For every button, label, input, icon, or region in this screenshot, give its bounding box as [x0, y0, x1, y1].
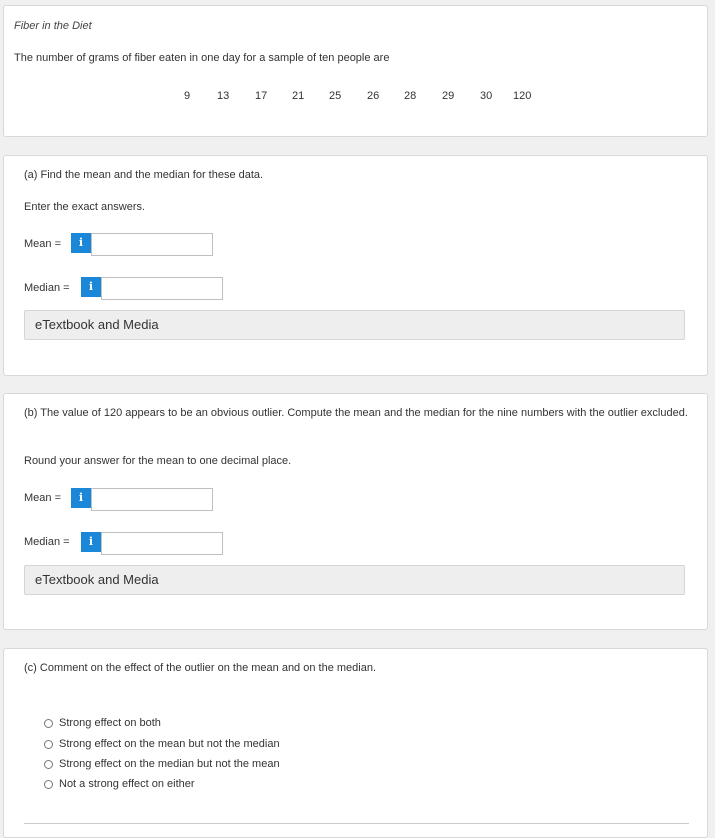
radio-option-label: Not a strong effect on either	[59, 778, 195, 790]
data-value: 13	[217, 90, 230, 102]
problem-title: Fiber in the Diet	[14, 20, 92, 32]
part-a-mean-label: Mean =	[24, 238, 61, 250]
info-icon[interactable]: i	[81, 277, 101, 297]
data-value: 25	[329, 90, 342, 102]
radio-button[interactable]	[44, 719, 53, 728]
radio-button[interactable]	[44, 780, 53, 789]
radio-option[interactable]	[44, 758, 280, 770]
part-c-question: (c) Comment on the effect of the outlier on the mean and on the median.	[24, 662, 377, 674]
part-a-card	[3, 155, 708, 376]
radio-option-label: Strong effect on the mean but not the median	[59, 738, 280, 750]
info-icon[interactable]: i	[81, 532, 101, 552]
data-value: 9	[184, 90, 191, 102]
part-a-instruction: Enter the exact answers.	[24, 201, 146, 213]
data-value: 29	[442, 90, 455, 102]
data-value: 28	[404, 90, 417, 102]
etextbook-media-button[interactable]: eTextbook and Media	[24, 310, 685, 340]
data-value: 120	[513, 90, 532, 102]
radio-button[interactable]	[44, 740, 53, 749]
radio-option[interactable]	[44, 717, 161, 729]
radio-option[interactable]	[44, 778, 195, 790]
radio-option[interactable]	[44, 738, 280, 750]
part-b-card	[3, 393, 708, 630]
part-b-median-input[interactable]	[101, 532, 223, 555]
problem-statement: The number of grams of fiber eaten in one day for a sample of ten people are	[14, 52, 390, 64]
data-value: 21	[292, 90, 305, 102]
part-a-mean-input[interactable]	[91, 233, 213, 256]
data-value: 17	[255, 90, 268, 102]
part-b-mean-input[interactable]	[91, 488, 213, 511]
part-a-question: (a) Find the mean and the median for these data.	[24, 169, 264, 181]
data-value: 30	[480, 90, 493, 102]
problem-intro-card	[3, 5, 708, 137]
data-value: 26	[367, 90, 380, 102]
part-b-mean-label: Mean =	[24, 492, 61, 504]
info-icon[interactable]: i	[71, 233, 91, 253]
part-c-card	[3, 648, 708, 838]
part-a-median-input[interactable]	[101, 277, 223, 300]
part-b-median-label: Median =	[24, 536, 70, 548]
data-values	[4, 90, 707, 106]
radio-option-label: Strong effect on both	[59, 717, 161, 729]
info-icon[interactable]: i	[71, 488, 91, 508]
radio-option-label: Strong effect on the median but not the mean	[59, 758, 280, 770]
etextbook-media-button[interactable]: eTextbook and Media	[24, 565, 685, 595]
radio-button[interactable]	[44, 760, 53, 769]
part-a-median-label: Median =	[24, 282, 70, 294]
part-b-instruction: Round your answer for the mean to one decimal place.	[24, 455, 292, 467]
part-b-question: (b) The value of 120 appears to be an obvious outlier. Compute the mean and the median for the nine numbers with the outlier excluded.	[24, 407, 688, 419]
